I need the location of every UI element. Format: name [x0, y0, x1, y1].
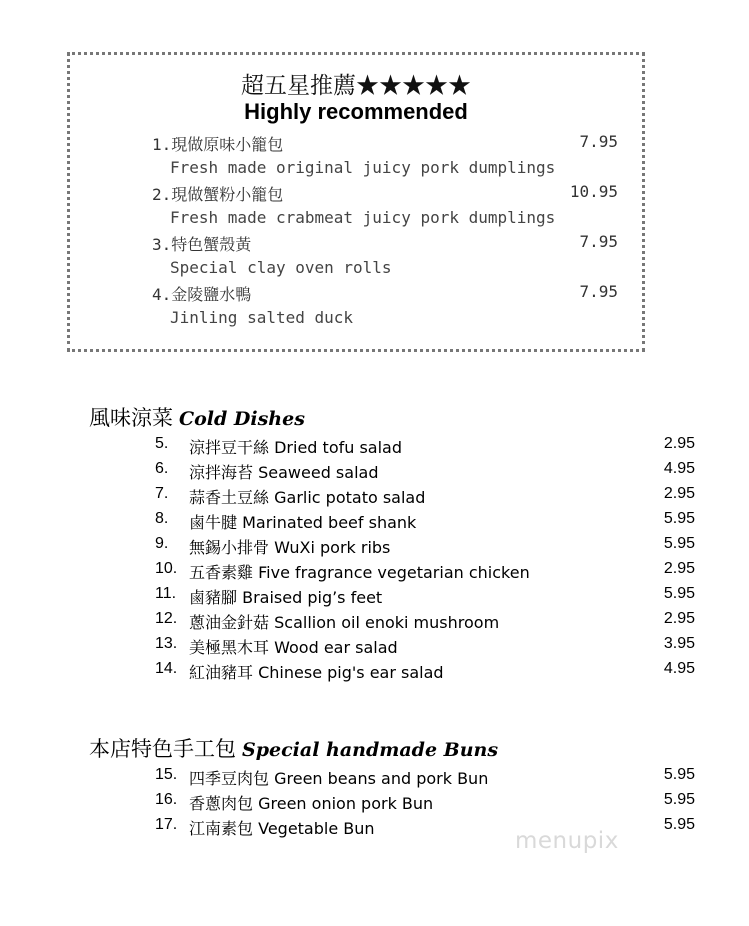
item-name-cn: 香蔥肉包: [189, 794, 254, 813]
menu-item-row: [0, 535, 749, 560]
menu-item-row: [0, 585, 749, 610]
item-price: 4.95: [663, 460, 695, 477]
item-name-cn: 無錫小排骨: [189, 538, 270, 557]
item-name: [189, 766, 488, 789]
item-number: 7.: [155, 485, 169, 502]
rec-item-name-en: Fresh made original juicy pork dumplings: [170, 158, 556, 177]
item-number: 9.: [155, 535, 169, 552]
item-name-en: Chinese pig's ear salad: [258, 663, 444, 682]
item-name-cn: 蒜香土豆絲: [189, 488, 270, 507]
menu-item-row: [0, 660, 749, 685]
item-name-cn: 鹵牛腱: [189, 513, 238, 532]
menu-item-row: [0, 635, 749, 660]
menu-item-row: [0, 610, 749, 635]
item-number: 13.: [155, 635, 178, 652]
rec-item-name-en: Fresh made crabmeat juicy pork dumplings: [170, 208, 556, 227]
cold-dishes-heading: [89, 402, 305, 432]
item-name: [189, 535, 390, 558]
rec-item-name-en: Special clay oven rolls: [170, 258, 392, 277]
item-price: 5.95: [663, 791, 695, 808]
rec-item-price: 10.95: [569, 182, 618, 201]
item-name: [189, 635, 398, 658]
item-number: 14.: [155, 660, 178, 677]
buns-heading: [89, 733, 498, 763]
recommended-title-en: Highly recommended: [244, 99, 468, 124]
item-name-en: Garlic potato salad: [274, 488, 426, 507]
rec-item-price: 7.95: [579, 132, 618, 151]
item-price: 5.95: [663, 535, 695, 552]
item-number: 17.: [155, 816, 178, 833]
recommended-box: [67, 52, 645, 352]
item-name: [189, 585, 382, 608]
item-name: [189, 510, 416, 533]
item-number: 15.: [155, 766, 178, 783]
item-name-cn: 美極黑木耳: [189, 638, 270, 657]
item-price: 2.95: [663, 485, 695, 502]
item-name-en: Scallion oil enoki mushroom: [274, 613, 500, 632]
item-name-cn: 鹵豬腳: [189, 588, 238, 607]
buns-title-en: Special handmade Buns: [242, 739, 499, 761]
item-name: [189, 610, 499, 633]
item-name-en: Braised pig’s feet: [242, 588, 383, 607]
menu-item-row: [0, 485, 749, 510]
rec-item-price: 7.95: [579, 232, 618, 251]
item-number: 5.: [155, 435, 169, 452]
item-price: 5.95: [663, 816, 695, 833]
item-name-en: Five fragrance vegetarian chicken: [258, 563, 530, 582]
item-name-en: Seaweed salad: [258, 463, 379, 482]
rec-item-name-cn: 4.金陵鹽水鴨: [152, 285, 252, 304]
item-name-cn: 涼拌豆干絲: [189, 438, 270, 457]
item-name-cn: 四季豆肉包: [189, 769, 270, 788]
item-price: 5.95: [663, 766, 695, 783]
item-name-cn: 蔥油金針菇: [189, 613, 270, 632]
item-name-cn: 江南素包: [189, 819, 254, 838]
item-name: [189, 560, 530, 583]
menu-item-row: [0, 560, 749, 585]
rec-item-name-cn: 3.特色蟹殼黃: [152, 235, 252, 254]
item-number: 12.: [155, 610, 178, 627]
rec-item-name-cn: 1.現做原味小籠包: [152, 135, 284, 154]
item-name-en: Green beans and pork Bun: [274, 769, 489, 788]
item-price: 2.95: [663, 610, 695, 627]
item-name-en: Dried tofu salad: [274, 438, 403, 457]
item-price: 3.95: [663, 635, 695, 652]
item-name: [189, 816, 375, 839]
item-price: 5.95: [663, 510, 695, 527]
item-name-en: Marinated beef shank: [242, 513, 417, 532]
rec-item-name-en: Jinling salted duck: [170, 308, 354, 327]
item-name-en: Green onion pork Bun: [258, 794, 434, 813]
item-name-en: Wood ear salad: [274, 638, 398, 657]
item-price: 2.95: [663, 560, 695, 577]
menu-item-row: [0, 510, 749, 535]
recommended-title-cn: 超五星推薦★★★★★: [241, 73, 471, 99]
menu-item-row: [0, 816, 749, 841]
item-price: 2.95: [663, 435, 695, 452]
item-number: 6.: [155, 460, 169, 477]
item-name: [189, 435, 402, 458]
menu-item-row: [0, 460, 749, 485]
menu-item-row: [0, 435, 749, 460]
item-price: 5.95: [663, 585, 695, 602]
item-price: 4.95: [663, 660, 695, 677]
item-number: 10.: [155, 560, 178, 577]
menu-item-row: [0, 791, 749, 816]
item-number: 8.: [155, 510, 169, 527]
buns-title-cn: 本店特色手工包: [89, 737, 236, 761]
item-number: 11.: [155, 585, 177, 602]
item-name: [189, 660, 444, 683]
item-name-cn: 紅油豬耳: [189, 663, 254, 682]
item-name-cn: 五香素雞: [189, 563, 254, 582]
item-name-en: Vegetable Bun: [258, 819, 375, 838]
item-name: [189, 791, 433, 814]
watermark: menupix: [515, 828, 619, 854]
item-name-cn: 涼拌海苔: [189, 463, 254, 482]
item-name-en: WuXi pork ribs: [274, 538, 391, 557]
item-number: 16.: [155, 791, 178, 808]
rec-item-price: 7.95: [579, 282, 618, 301]
item-name: [189, 485, 425, 508]
menu-item-row: [0, 766, 749, 791]
item-name: [189, 460, 378, 483]
cold-dishes-title-en: Cold Dishes: [179, 408, 305, 430]
cold-dishes-title-cn: 風味涼菜: [89, 406, 173, 430]
rec-item-name-cn: 2.現做蟹粉小籠包: [152, 185, 284, 204]
